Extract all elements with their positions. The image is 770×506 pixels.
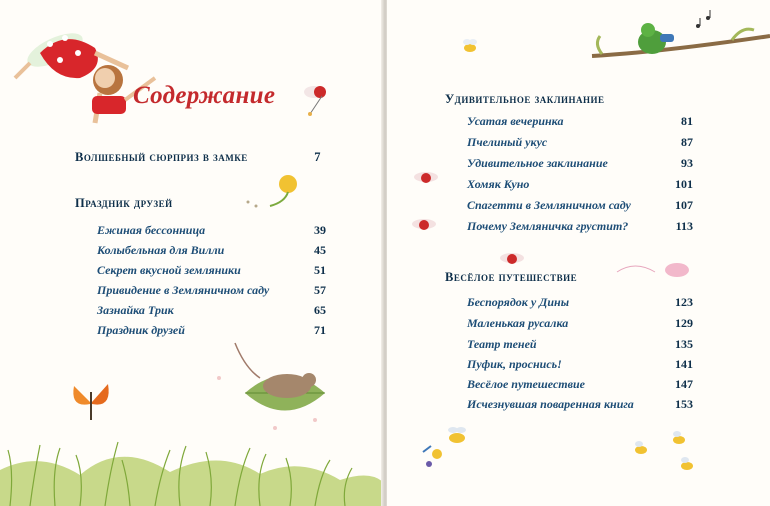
left-page — [0, 0, 383, 506]
entry-title: Театр теней — [467, 337, 537, 351]
toc-entry[interactable] — [467, 177, 693, 195]
toc-entry[interactable] — [467, 357, 693, 375]
page-number: 123 — [675, 295, 693, 309]
page-number: 129 — [675, 316, 693, 330]
toc-entry[interactable] — [97, 263, 326, 281]
chapter-title: Весёлое путешествие — [445, 270, 578, 284]
toc-entry[interactable] — [467, 219, 693, 237]
chapter-title: Удивительное заклинание — [445, 92, 605, 106]
entry-title: Пчелиный укус — [467, 135, 548, 149]
entry-title: Спагетти в Земляничном саду — [467, 198, 631, 212]
page-number: 141 — [675, 357, 693, 371]
entry-title: Весёлое путешествие — [467, 377, 585, 391]
toc-entry[interactable] — [467, 397, 693, 415]
entry-title: Беспорядок у Дины — [467, 295, 570, 309]
ladybug-illustration — [495, 246, 529, 270]
page-number: 51 — [314, 263, 326, 277]
fairy-illustration — [10, 8, 160, 138]
toc-entry[interactable] — [97, 283, 326, 301]
chapter-title: Праздник друзей — [75, 196, 173, 210]
entry-title: Зазнайка Трик — [97, 303, 174, 317]
toc-entry[interactable] — [467, 316, 693, 334]
page-number: 87 — [681, 135, 693, 149]
page-number: 39 — [314, 223, 326, 237]
ladybug-illustration — [300, 78, 336, 118]
toc-entry[interactable] — [467, 337, 693, 355]
toc-entry[interactable] — [467, 198, 693, 216]
page-number: 135 — [675, 337, 693, 351]
toc-entry[interactable] — [467, 114, 693, 132]
entry-title: Усатая вечеринка — [467, 114, 564, 128]
frog-on-branch-illustration — [582, 6, 770, 78]
entry-title: Привидение в Земляничном саду — [97, 283, 270, 297]
page-number: 57 — [314, 283, 326, 297]
entry-title: Маленькая русалка — [467, 316, 569, 330]
chapter-heading[interactable] — [75, 150, 321, 165]
bees-illustration — [417, 424, 497, 474]
chapter-title: Волшебный сюрприз в замке — [75, 150, 248, 164]
chapter-heading[interactable] — [75, 196, 255, 211]
ladybug-illustration — [409, 165, 443, 189]
entry-title: Пуфик, проснись! — [467, 357, 562, 371]
entry-title: Хомяк Куно — [467, 177, 530, 191]
grass-illustration — [0, 430, 383, 506]
entry-title: Исчезнувшая поваренная книга — [467, 397, 634, 411]
entry-title: Ежиная бессонница — [97, 223, 206, 237]
page-number: 45 — [314, 243, 326, 257]
toc-entry[interactable] — [97, 223, 326, 241]
page-number: 93 — [681, 156, 693, 170]
butterfly-illustration — [68, 378, 114, 424]
entry-title: Секрет вкусной земляники — [97, 263, 241, 277]
page-number: 7 — [314, 150, 321, 164]
page-number: 147 — [675, 377, 693, 391]
ladybug-illustration — [407, 212, 441, 236]
page-number: 71 — [314, 323, 326, 337]
entry-title: Удивительное заклинание — [467, 156, 608, 170]
page-number: 153 — [675, 397, 693, 411]
toc-entry[interactable] — [467, 156, 693, 174]
right-page — [387, 0, 770, 506]
page-number: 107 — [675, 198, 693, 212]
toc-entry[interactable] — [97, 243, 326, 261]
toc-entry[interactable] — [467, 135, 693, 153]
page-number: 65 — [314, 303, 326, 317]
toc-title: Содержание — [133, 82, 276, 109]
entry-title: Почему Земляничка грустит? — [467, 219, 629, 233]
page-number: 113 — [675, 219, 693, 233]
chapter-heading[interactable] — [445, 92, 645, 107]
page-number: 101 — [675, 177, 693, 191]
mouse-on-leaf-illustration — [215, 338, 335, 438]
entry-title: Колыбельная для Вилли — [97, 243, 225, 257]
bees-illustration — [627, 430, 707, 476]
toc-entry[interactable] — [467, 295, 693, 313]
toc-entry[interactable] — [467, 377, 693, 395]
toc-entry[interactable] — [97, 303, 326, 321]
page-number: 81 — [681, 114, 693, 128]
flower-illustration — [615, 258, 695, 284]
entry-title: Праздник друзей — [97, 323, 185, 337]
bee-illustration — [459, 35, 481, 57]
